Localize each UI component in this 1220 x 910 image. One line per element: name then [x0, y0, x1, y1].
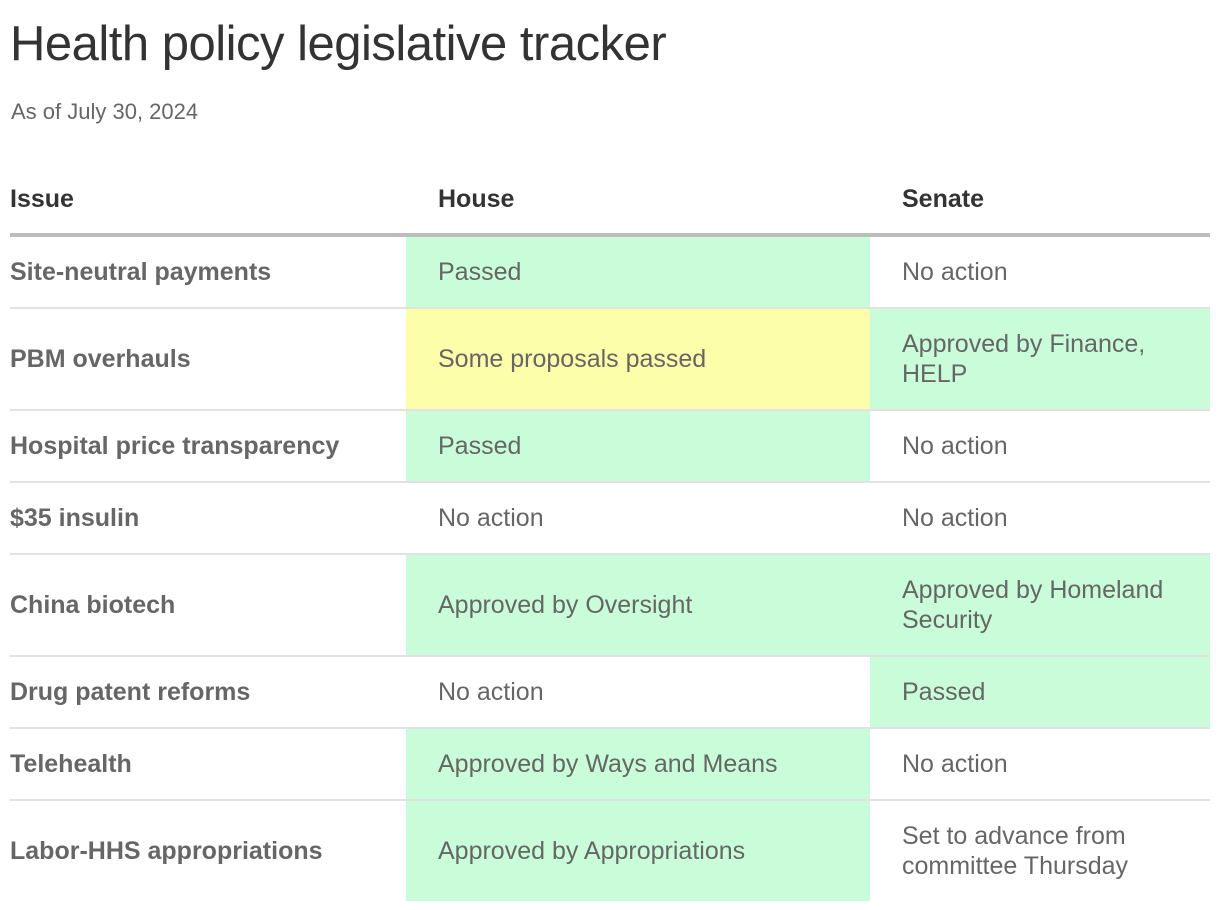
senate-status-text: No action [902, 258, 1008, 286]
house-status-text: Passed [438, 432, 522, 460]
page-title: Health policy legislative tracker [10, 17, 667, 71]
table-row [10, 657, 1210, 729]
house-status-text: No action [438, 678, 544, 706]
house-status-cell [406, 411, 870, 481]
senate-status-text: No action [902, 432, 1008, 460]
house-status-cell [406, 237, 870, 307]
issue-cell [10, 237, 406, 307]
house-status-cell [406, 555, 870, 655]
page-subtitle: As of July 30, 2024 [11, 99, 199, 124]
house-status-text: Approved by Appropriations [438, 837, 746, 865]
issue-cell [10, 555, 406, 655]
table-row [10, 411, 1210, 483]
senate-status-text: Approved by Finance, HELP [902, 330, 1146, 388]
table-header-row [10, 170, 1210, 237]
issue-label: PBM overhauls [10, 345, 191, 373]
issue-label: Telehealth [10, 750, 132, 778]
column-header-house: House [438, 185, 515, 213]
senate-status-text: No action [902, 750, 1008, 778]
column-header-senate: Senate [902, 185, 984, 213]
issue-cell [10, 411, 406, 481]
table-row [10, 555, 1210, 657]
senate-status-cell [870, 411, 1210, 481]
senate-status-cell [870, 657, 1210, 727]
house-status-cell [406, 657, 870, 727]
issue-cell [10, 483, 406, 553]
house-status-cell [406, 483, 870, 553]
house-status-text: Approved by Ways and Means [438, 750, 778, 778]
house-status-cell [406, 309, 870, 409]
issue-label: Labor-HHS appropriations [10, 837, 323, 865]
issue-cell [10, 657, 406, 727]
issue-label: China biotech [10, 591, 176, 619]
issue-cell [10, 729, 406, 799]
house-status-text: Passed [438, 258, 522, 286]
senate-status-text: Set to advance from committee Thursday [902, 822, 1129, 880]
senate-status-text: Approved by Homeland Security [902, 576, 1164, 634]
table-row [10, 729, 1210, 801]
column-header-issue: Issue [10, 185, 74, 213]
issue-cell [10, 801, 406, 901]
table-row [10, 237, 1210, 309]
senate-status-text: Passed [902, 678, 986, 706]
tracker-table [10, 170, 1210, 901]
table-row [10, 309, 1210, 411]
senate-status-cell [870, 483, 1210, 553]
house-status-text: Some proposals passed [438, 345, 707, 373]
issue-label: Drug patent reforms [10, 678, 251, 706]
table-row [10, 483, 1210, 555]
house-status-cell [406, 729, 870, 799]
senate-status-cell [870, 729, 1210, 799]
issue-label: $35 insulin [10, 504, 140, 532]
house-status-cell [406, 801, 870, 901]
senate-status-text: No action [902, 504, 1008, 532]
issue-label: Site-neutral payments [10, 258, 272, 286]
issue-cell [10, 309, 406, 409]
senate-status-cell [870, 309, 1210, 409]
house-status-text: No action [438, 504, 544, 532]
senate-status-cell [870, 801, 1210, 901]
senate-status-cell [870, 555, 1210, 655]
house-status-text: Approved by Oversight [438, 591, 693, 619]
senate-status-cell [870, 237, 1210, 307]
table-row [10, 801, 1210, 901]
issue-label: Hospital price transparency [10, 432, 340, 460]
